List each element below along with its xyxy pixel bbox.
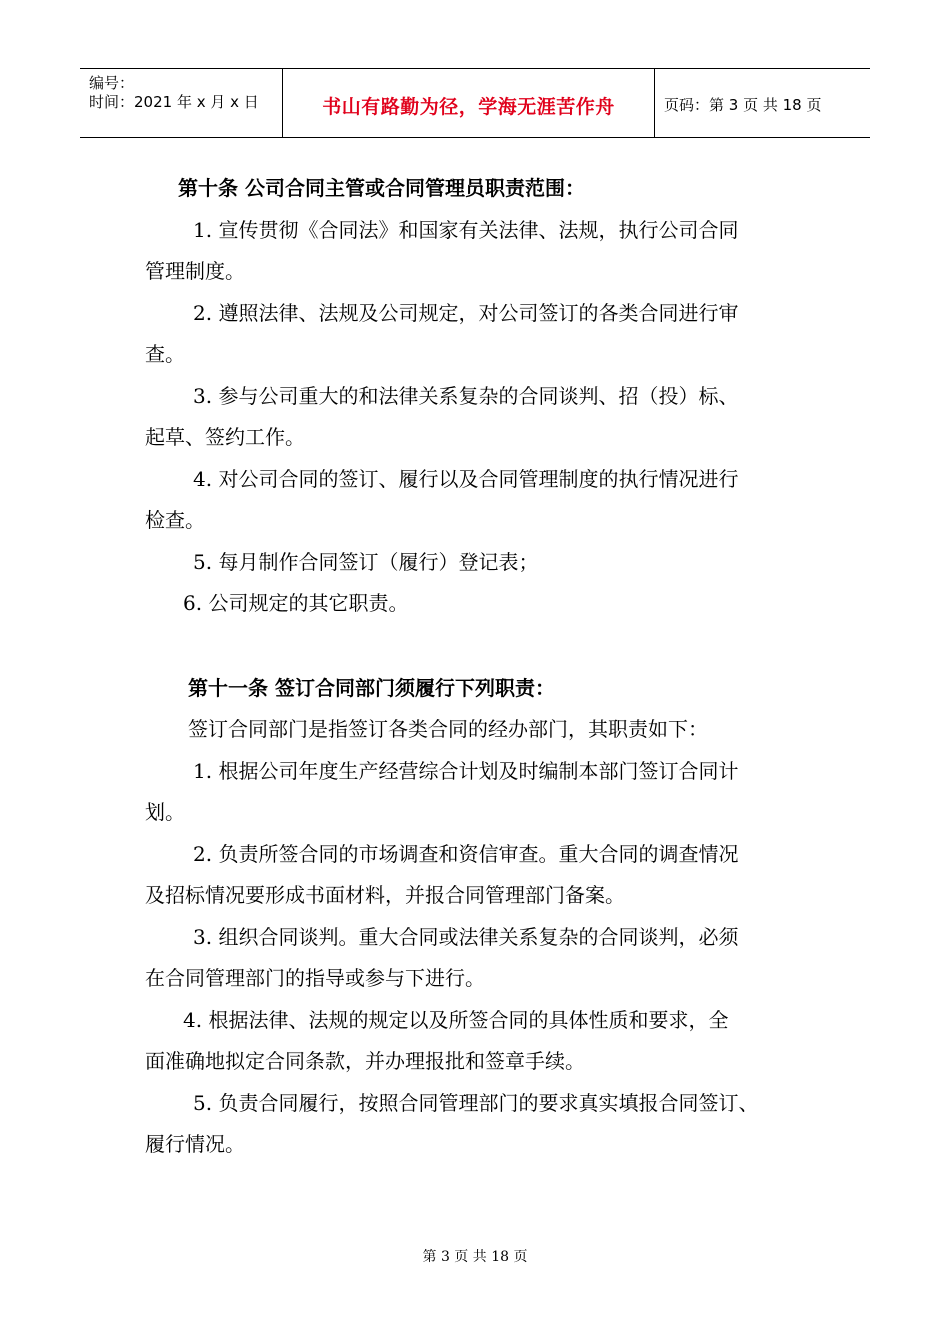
article-11-line: 4. 根据法律、法规的规定以及所签合同的具体性质和要求，全 — [183, 1008, 729, 1032]
article-11-line: 3. 组织合同谈判。重大合同或法律关系复杂的合同谈判，必须 — [193, 925, 739, 949]
page-footer: 第 3 页 共 18 页 — [422, 1249, 528, 1265]
article-10-line: 6. 公司规定的其它职责。 — [183, 591, 409, 615]
article-10-line: 起草、签约工作。 — [145, 425, 305, 449]
number-label: 编号： — [89, 74, 135, 92]
page-number-label: 页码：第 3 页 共 18 页 — [664, 96, 822, 114]
article-10-line: 查。 — [145, 342, 185, 366]
article-11-line: 在合同管理部门的指导或参与下进行。 — [145, 966, 485, 990]
article-11-line: 面准确地拟定合同条款，并办理报批和签章手续。 — [145, 1049, 585, 1073]
article-11-intro: 签订合同部门是指签订各类合同的经办部门，其职责如下： — [188, 717, 708, 741]
article-10-line: 检查。 — [145, 508, 205, 532]
article-10-line: 4. 对公司合同的签订、履行以及合同管理制度的执行情况进行 — [193, 467, 739, 491]
article-11-line: 1. 根据公司年度生产经营综合计划及时编制本部门签订合同计 — [193, 759, 739, 783]
article-10-title: 第十条 公司合同主管或合同管理员职责范围： — [178, 176, 585, 200]
article-11-line: 履行情况。 — [145, 1132, 245, 1156]
article-10-line: 3. 参与公司重大的和法律关系复杂的合同谈判、招（投）标、 — [193, 384, 739, 408]
article-11-line: 2. 负责所签合同的市场调查和资信审查。重大合同的调查情况 — [193, 842, 739, 866]
article-11-line: 及招标情况要形成书面材料，并报合同管理部门备案。 — [145, 883, 625, 907]
time-label: 时间：2021 年 x 月 x 日 — [89, 93, 259, 111]
article-11-line: 划。 — [145, 800, 185, 824]
article-10-line: 2. 遵照法律、法规及公司规定，对公司签订的各类合同进行审 — [193, 301, 739, 325]
article-11-line: 5. 负责合同履行，按照合同管理部门的要求真实填报合同签订、 — [193, 1091, 759, 1115]
article-10-line: 5. 每月制作合同签订（履行）登记表； — [193, 550, 539, 574]
article-10-line: 1. 宣传贯彻《合同法》和国家有关法律、法规，执行公司合同 — [193, 218, 739, 242]
article-10-line: 管理制度。 — [145, 259, 245, 283]
motto-text: 书山有路勤为径，学海无涯苦作舟 — [322, 96, 615, 118]
article-11-title: 第十一条 签订合同部门须履行下列职责： — [188, 676, 555, 700]
